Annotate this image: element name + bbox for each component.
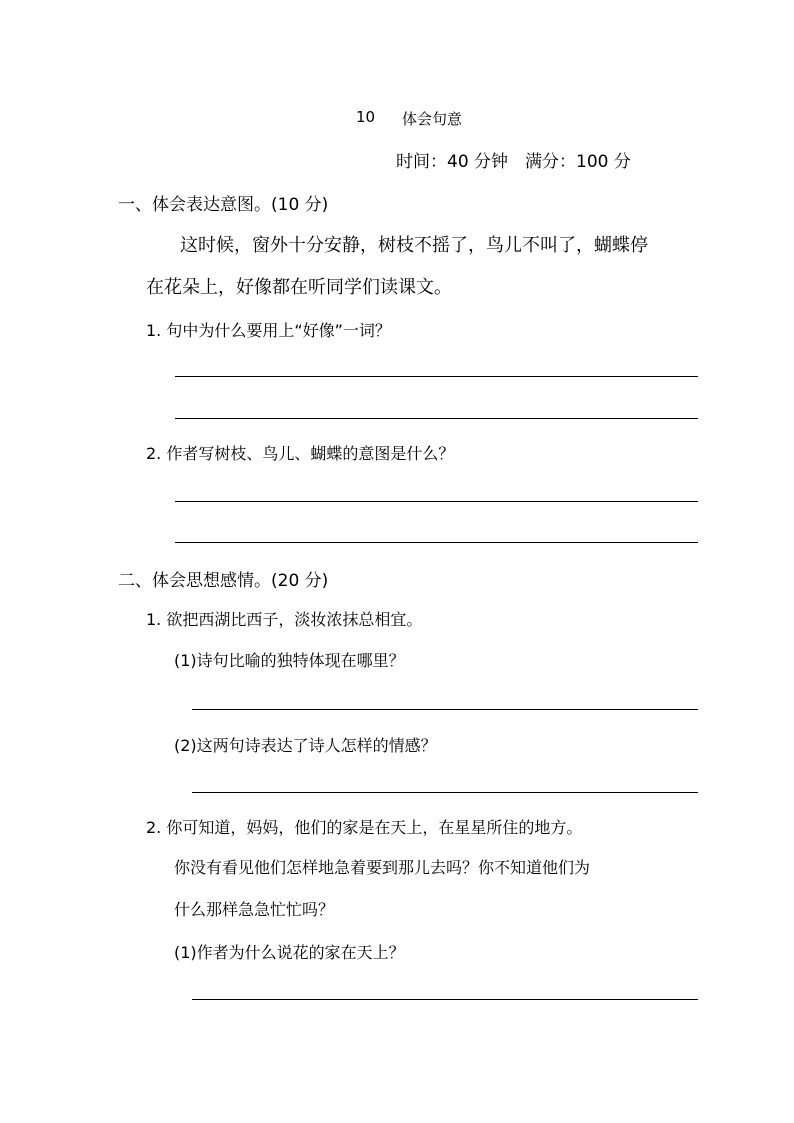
section1-heading: 一、体会表达意图。(10 分) [118,195,329,215]
section2-question1: 1. 欲把西湖比西子，淡妆浓抹总相宜。 [146,610,423,629]
section1-passage-line1: 这时候，窗外十分安静，树枝不摇了，鸟儿不叫了，蝴蝶停 [180,235,648,256]
section1-question1: 1. 句中为什么要用上“好像”一词？ [146,321,391,340]
section2-question2-line3: 什么那样急急忙忙吗？ [174,900,335,919]
answer-line [192,709,698,710]
answer-line [175,501,698,502]
section2-question1-sub2: (2)这两句诗表达了诗人怎样的情感？ [174,736,437,755]
answer-line [175,418,698,419]
section1-question2: 2. 作者写树枝、鸟儿、蝴蝶的意图是什么？ [146,444,455,463]
section2-question2-sub1: (1)作者为什么说花的家在天上？ [174,943,405,962]
section2-question1-sub1: (1)诗句比喻的独特体现在哪里？ [174,651,405,670]
answer-line [192,999,698,1000]
page-title: 体会句意 [402,110,463,128]
section2-question2-line1: 2. 你可知道，妈妈，他们的家是在天上，在星星所住的地方。 [146,818,583,837]
answer-line [175,376,698,377]
answer-line [175,542,698,543]
section2-heading: 二、体会思想感情。(20 分) [118,571,329,591]
answer-line [192,792,698,793]
section2-question2-line2: 你没有看见他们怎样地急着要到那儿去吗？你不知道他们为 [174,858,591,877]
title-number: 10 [356,108,376,126]
section1-passage-line2: 在花朵上，好像都在听同学们读课文。 [146,277,452,298]
exam-info: 时间：40 分钟 满分：100 分 [396,152,631,172]
